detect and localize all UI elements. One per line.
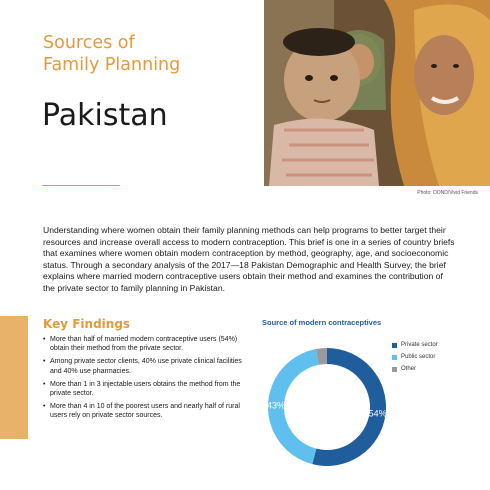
- country-title: Pakistan: [42, 98, 168, 133]
- key-finding-item: • More than half of married modern contraceptive users (54%) obtain their method from the private sector.: [43, 335, 255, 353]
- key-findings-heading: Key Findings: [43, 317, 131, 331]
- legend-label: Other: [401, 366, 417, 372]
- legend-swatch: [392, 343, 397, 348]
- left-accent-bar: [0, 316, 28, 439]
- donut-slice-private-sector: [312, 348, 386, 466]
- donut-chart: [262, 330, 392, 470]
- legend-swatch: [392, 355, 397, 360]
- key-finding-item: • More than 4 in 10 of the poorest users and nearly half of rural users rely on private sector sources.: [43, 402, 255, 420]
- legend-swatch: [392, 367, 397, 372]
- series-title-line2: Family Planning: [43, 55, 181, 75]
- legend-label: Private sector: [401, 342, 438, 348]
- donut-label: 54%: [368, 408, 387, 419]
- donut-label: 43%: [267, 400, 286, 411]
- chart-legend: [392, 339, 438, 375]
- legend-item-other: [392, 363, 438, 375]
- key-finding-item: • Among private sector clients, 40% use private clinical facilities and 40% use pharmacies.: [43, 357, 255, 375]
- cover-photo-illustration: [264, 0, 490, 186]
- cover-photo: [264, 0, 490, 186]
- key-finding-item: • More than 1 in 3 injectable users obtains the method from the private sector.: [43, 380, 255, 398]
- photo-credit: Photo: DOND/Vivid Friends: [417, 190, 478, 196]
- key-findings-list: [43, 335, 255, 425]
- legend-item-private-sector: [392, 339, 438, 351]
- series-title: [43, 32, 243, 76]
- legend-item-public-sector: [392, 351, 438, 363]
- series-title-line1: Sources of: [43, 33, 135, 53]
- legend-label: Public sector: [401, 354, 436, 360]
- intro-paragraph: Understanding where women obtain their family planning methods can help programs to better target their resources and increase overall access to modern contraception. This brief is one in a series of country briefs that examines where women obtain modern contraception by method, geography, age, and socioeconomic status. Through a secondary analysis of the 2017—18 Pakistan Demographic and Health Survey, the brief explains where married modern contraceptive users obtain their method and examines the contribution of the private sector to family planning in Pakistan.: [43, 225, 455, 293]
- chart-title: Source of modern contraceptives: [262, 318, 382, 327]
- title-divider: [42, 185, 120, 186]
